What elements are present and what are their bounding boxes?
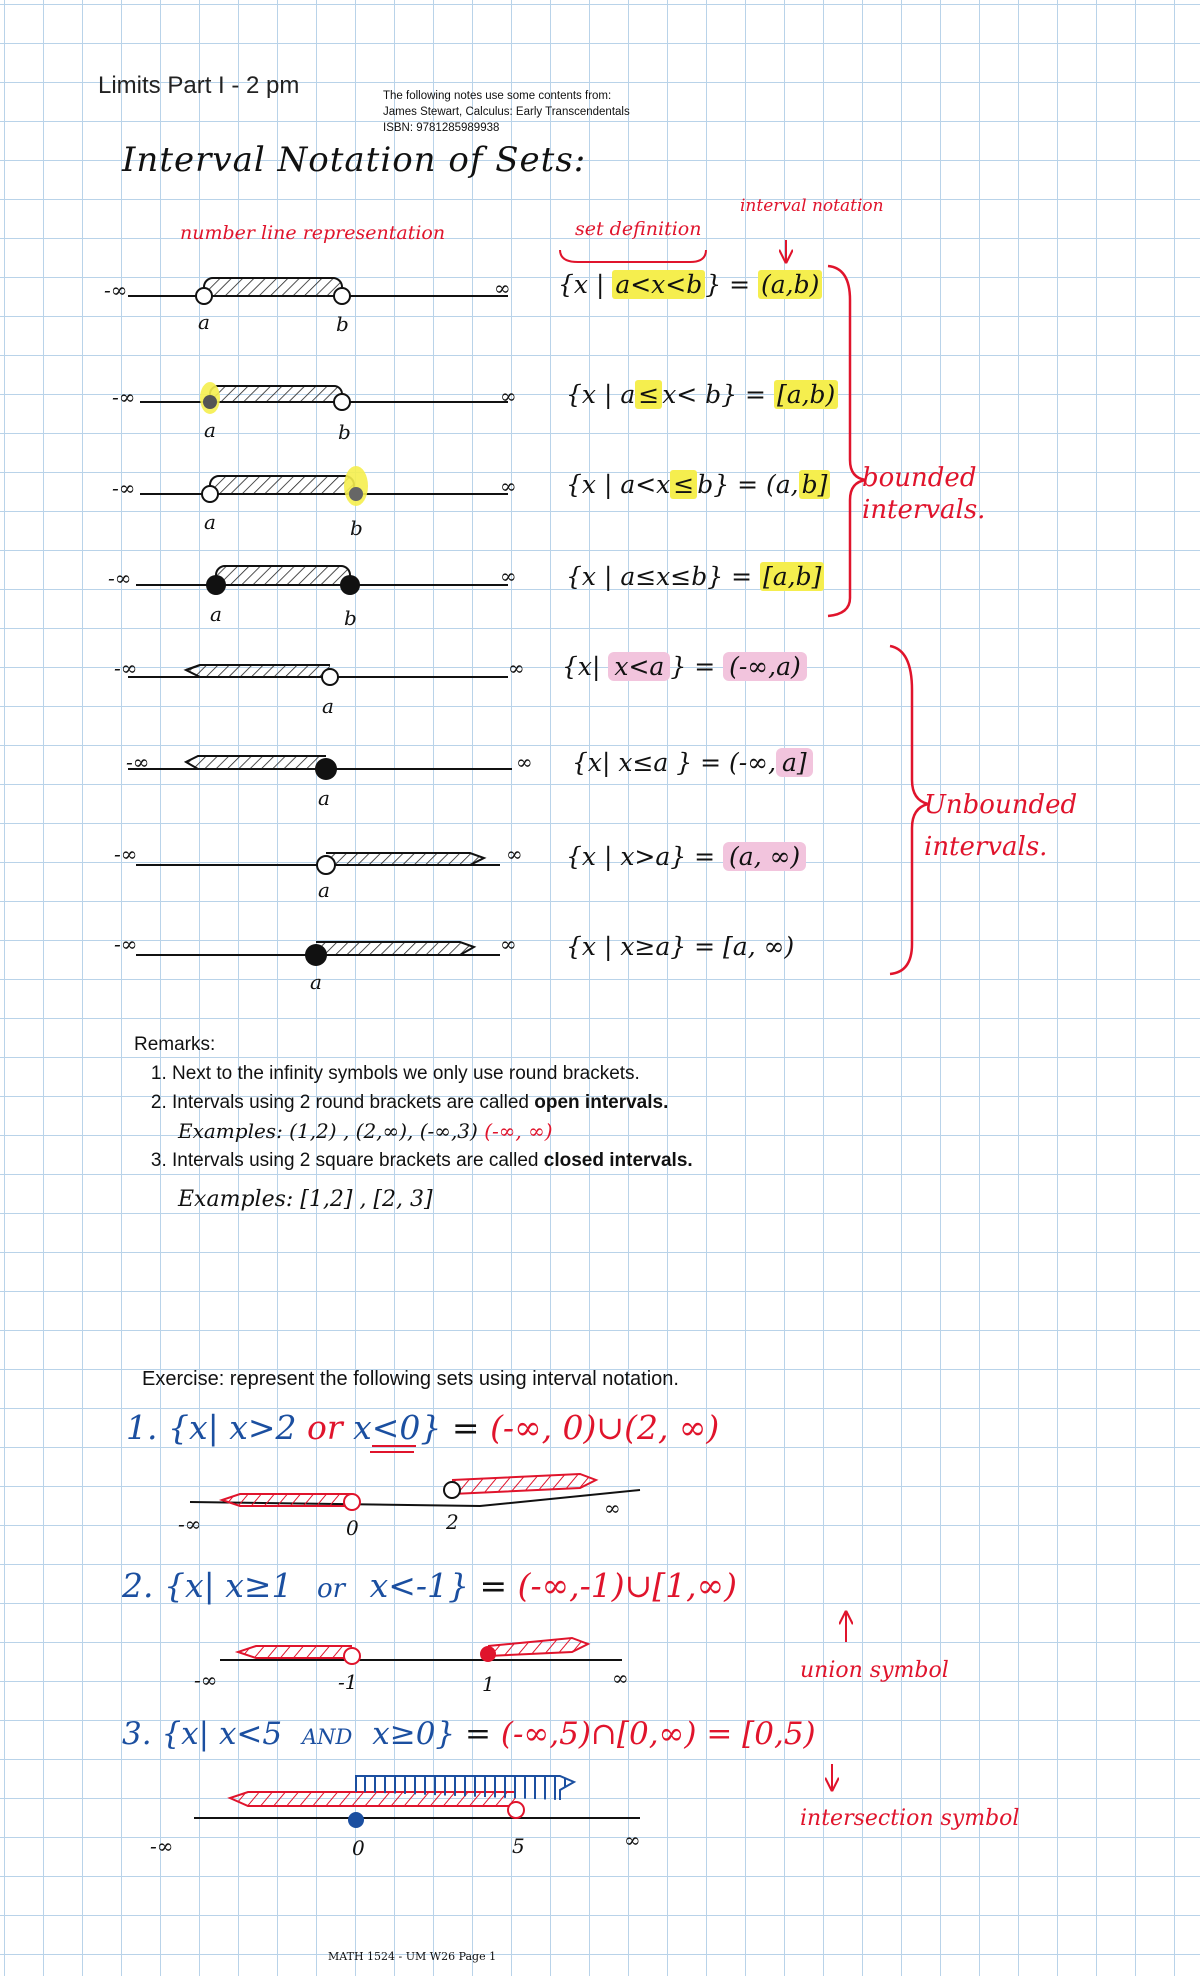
number-line-row-8 [136,942,500,966]
exercise-3: 3. {x| x<5 AND x≥0} = (-∞,5)∩[0,∞) = [0,5) [122,1716,816,1752]
set-expression-3: {x | a<x ≤ b} = (a, b] [566,470,830,499]
interval-notation-4: [a,b] [760,562,824,591]
ex2-label-neg-1: -1 [338,1670,358,1694]
set-expression-4: {x | a≤x≤b} = [a,b] [566,562,824,591]
source-line-3: ISBN: 9781285989938 [383,122,500,134]
ex2-label-inf: ∞ [612,1666,629,1690]
interval-notation-7: (a, ∞) [723,842,806,871]
bounded-brace [828,266,866,616]
exercise-3-number-line [194,1764,832,1828]
point-label-a: a [318,878,330,902]
neg-inf-label: -∞ [108,566,132,590]
point-label-b: b [336,312,349,336]
set-expression-2: {x | a ≤ x< b} = [a,b) [566,380,838,409]
set-expression-6: {x| x≤a } = (-∞, a] [572,748,813,777]
remark-2: 2. Intervals using 2 round brackets are called open intervals. [172,1088,834,1117]
number-line-row-1 [128,278,508,304]
set-expression-5: {x| x<a } = (-∞,a) [562,652,807,681]
ex1-label-0: 0 [346,1516,359,1540]
exercise-2: 2. {x| x≥1 or x<-1} = (-∞,-1)∪[1,∞) [122,1566,738,1605]
page-footer: MATH 1524 - UM W26 Page 1 [328,1950,497,1963]
set-expression-8: {x | x≥a} = [a, ∞) [566,932,795,961]
intersection-symbol-note: intersection symbol [800,1806,1020,1831]
exercise-1: 1. {x| x>2 or x<0} = (-∞, 0)∪(2, ∞) [126,1408,720,1447]
neg-inf-label: -∞ [126,750,150,774]
number-line-row-2 [140,382,508,414]
point-label-a: a [210,602,222,626]
set-expression-1: {x | a<x<b } = (a,b) [558,270,822,299]
point-label-b: b [344,606,357,630]
ex3-label-0: 0 [352,1836,365,1860]
pos-inf-label: ∞ [494,276,511,300]
number-line-row-7 [136,853,500,874]
exercise-2-number-line [220,1612,846,1664]
number-line-row-5 [128,665,508,685]
point-label-a: a [198,310,210,334]
neg-inf-label: -∞ [114,656,138,680]
source-line-2: James Stewart, Calculus: Early Transcendentals [383,106,630,118]
set-expression-7: {x | x>a} = (a, ∞) [566,842,806,871]
ex3-label-5: 5 [512,1834,525,1858]
neg-inf-label: -∞ [114,842,138,866]
interval-notation-5: (-∞,a) [723,652,807,681]
number-line-row-6 [128,756,512,780]
page-title: Limits Part I - 2 pm [98,72,300,99]
remarks-title: Remarks: [134,1034,216,1055]
remark-3: 3. Intervals using 2 square brackets are called closed intervals. [172,1146,834,1175]
pos-inf-label: ∞ [500,564,517,588]
pos-inf-label: ∞ [500,932,517,956]
unbounded-brace [890,646,928,974]
number-line-row-4 [136,566,508,595]
interval-notation-8: [a, ∞) [723,932,795,961]
remarks-section [134,1030,834,1214]
ex1-label-2: 2 [446,1510,459,1534]
neg-inf-label: -∞ [114,932,138,956]
ex3-label-neg-inf: -∞ [150,1834,174,1858]
interval-notation-1: (a,b) [758,270,822,299]
bounded-intervals-label: bounded intervals. [862,463,986,525]
interval-notation-2: [a,b) [774,380,838,409]
section-heading: Interval Notation of Sets: [122,140,587,180]
pos-inf-label: ∞ [508,656,525,680]
point-label-a: a [310,970,322,994]
ex2-label-neg-inf: -∞ [194,1668,218,1692]
neg-inf-label: -∞ [112,385,136,409]
point-label-b: b [338,420,351,444]
remark-1: 1. Next to the infinity symbols we only use round brackets. [172,1059,834,1088]
point-label-b: b [350,516,363,540]
interval-notation-3: b] [799,470,831,499]
caption-interval-notation: interval notation [740,196,884,216]
ex1-label-neg-inf: -∞ [178,1512,202,1536]
point-label-a: a [204,418,216,442]
exercise-1-number-line [190,1446,640,1510]
ex1-label-inf: ∞ [604,1496,621,1520]
caption-number-line: number line representation [180,222,446,244]
number-line-row-3 [140,466,508,506]
source-line-1: The following notes use some contents from: [383,90,612,102]
examples-open: Examples: (1,2) , (2,∞), (-∞,3) (-∞, ∞) [178,1119,553,1143]
pos-inf-label: ∞ [506,842,523,866]
pos-inf-label: ∞ [500,384,517,408]
point-label-a: a [322,694,334,718]
pos-inf-label: ∞ [500,474,517,498]
caption-set-definition: set definition [575,218,702,240]
unbounded-intervals-label: Unbounded intervals. [924,790,1078,862]
examples-closed: Examples: [1,2] , [2, 3] [178,1187,433,1212]
union-symbol-note: union symbol [800,1658,949,1683]
neg-inf-label: -∞ [104,278,128,302]
interval-notation-6: a] [776,748,813,777]
exercise-title: Exercise: represent the following sets using interval notation. [142,1368,679,1390]
ex2-label-1: 1 [482,1672,495,1696]
pos-inf-label: ∞ [516,750,533,774]
point-label-a: a [318,786,330,810]
point-label-a: a [204,510,216,534]
neg-inf-label: -∞ [112,476,136,500]
ex3-label-inf: ∞ [624,1828,641,1852]
